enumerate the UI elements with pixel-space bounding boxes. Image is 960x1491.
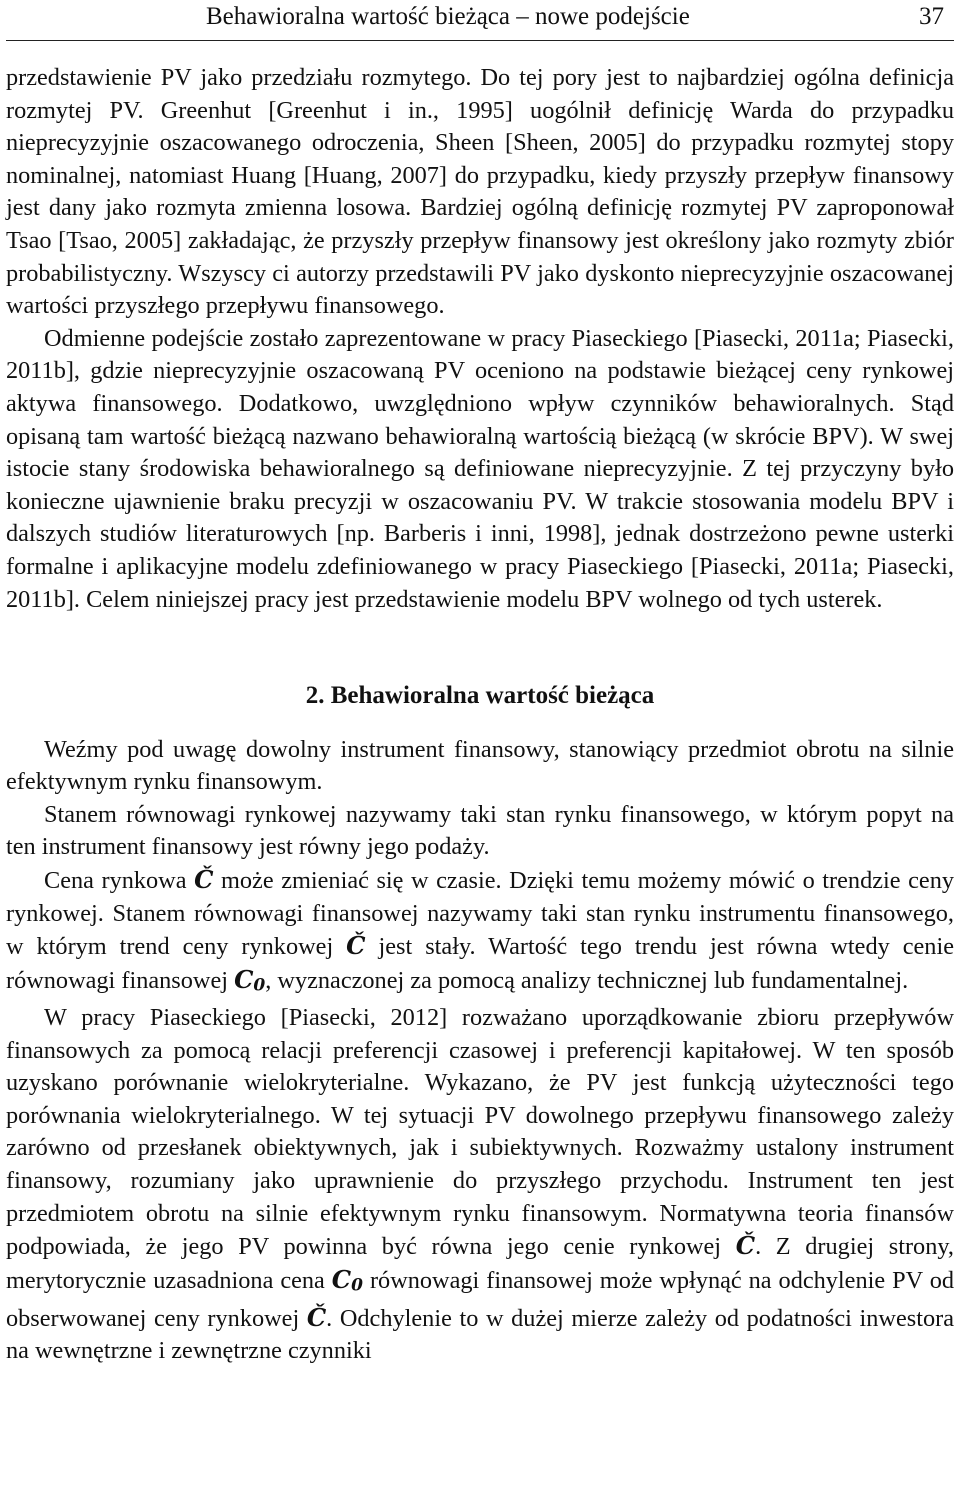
text-fragment: , wyznaczonej za pomocą analizy technicznej lub fundamentalnej. [265, 966, 909, 994]
text-fragment: . Z drugiej strony, merytorycznie uzasadniona cena [6, 1233, 954, 1294]
text-fragment: jest stały. Wartość tego trendu jest równa wtedy cenie równowagi finansowej [6, 933, 954, 994]
section-heading: 2. Behawioralna wartość bieżąca [305, 682, 655, 710]
paragraph-instrument: Weźmy pod uwagę dowolny instrument finansowy, stanowiący przedmiot obrotu na silnie efektywnym rynku finansowym. [6, 735, 954, 796]
symbol-c: C [234, 964, 254, 994]
symbol-c-zero [332, 1265, 363, 1294]
symbol-c-check: Č [346, 931, 366, 961]
paragraph-stan-rownowagi: Stanem równowagi rynkowej nazywamy taki stan rynku finansowego, w którym popyt na ten instrument finansowy jest równy jego podaży. [6, 800, 954, 861]
paragraph-piasecki-2012 [6, 1002, 954, 1368]
symbol-c-check: Č [194, 865, 214, 895]
symbol-c-check: Č [735, 1231, 756, 1261]
paragraph-continued: przedstawienie PV jako przedziału rozmytego. Do tej pory jest to najbardziej ogólna definicja rozmytej PV. Greenhut [Greenhut i in., 1995] uogólnił definicję Warda do przypadku nieprecyzyjnie oszacowanego odroczenia, Sheen [Sheen, 2005] do przypadku rozmytej stopy nominalnej, natomiast Huang [Huang, 2007] do przypadku, kiedy przyszły przepływ finansowy jest dany jako rozmyta zmienna losowa. Bardziej ogólną definicję rozmytej PV zaproponował Tsao [Tsao, 2005] zakładając, że przyszły przepływ finansowy jest określony jako rozmyty zbiór probabilistyczny. Wszyscy ci autorzy przedstawili PV jako dyskonto nieprecyzyjnie oszacowanej wartości przyszłego przepływu finansowego. [6, 64, 954, 320]
symbol-c-zero [234, 965, 265, 994]
symbol-subscript-zero: 0 [253, 975, 266, 996]
text-fragment: równowagi finansowej może wpłynąć na odchylenie PV od obserwowanej ceny rynkowej [6, 1266, 954, 1332]
paragraph-odmienne: Odmienne podejście zostało zaprezentowane w pracy Piaseckiego [Piasecki, 2011a; Piasecki, 2011b], gdzie nieprecyzyjnie oszacowaną PV oceniono na podstawie bieżącej ceny rynkowej aktywa finansowego. Dodatkowo, uwzględniono wpływ czynników behawioralnych. Stąd opisaną tam wartość bieżącą nazwano behawioralną wartością bieżącą (w skrócie BPV). W swej istocie stany środowiska behawioralnego są definiowane nieprecyzyjnie. Z tej przyczyny było konieczne ujawnienie braku precyzji w oszacowaniu PV. W trakcie stosowania modelu BPV i dalszych studiów literaturowych [np. Barberis i inni, 1998], jednak dostrzeżono pewne usterki formalne i aplikacyjne modelu zdefiniowanego w pracy Piaseckiego [Piasecki, 2011a; Piasecki, 2011b]. Celem niniejszej pracy jest przedstawienie modelu BPV wolnego od tych usterek. [6, 324, 954, 613]
running-header [6, 0, 954, 41]
page-body [6, 62, 954, 1368]
text-fragment: W pracy Piaseckiego [Piasecki, 2012] rozważano uporządkowanie zbioru przepływów finansowych za pomocą relacji preferencji czasowej i preferencji kapitałowej. W ten sposób uzyskano porównanie wielokryterialne. Wykazano, że PV jest funkcją użyteczności tego porównania wielokryterialnego. W tej sytuacji PV dowolnego przepływu finansowego zależy zarówno od przesłanek obiektywnych, jak i subiektywnych. Rozważmy ustalony instrument finansowy, rozumiany jako uprawnienie do przyszłego przychodu. Instrument ten jest przedmiotem obrotu na silnie efektywnym rynku finansowym. Normatywna teoria finansów podpowiada, że jego PV powinna być równa jego cenie rynkowej [6, 1003, 954, 1261]
symbol-c-check: Č [306, 1302, 327, 1332]
text-fragment: . Odchylenie to w dużej mierze zależy od podatności inwestora na wewnętrzne i zewnętrzne czynniki [6, 1304, 954, 1365]
text-fragment: może zmieniać się w czasie. Dzięki temu możemy mówić o trendzie ceny rynkowej. Stanem równowagi finansowej nazywamy taki stan rynku instrumentu finansowego, w którym trend ceny rynkowej [6, 867, 954, 961]
paragraph-cena-rynkowa [6, 864, 954, 1002]
symbol-subscript-zero: 0 [351, 1275, 363, 1296]
page-number: 37 [919, 3, 944, 30]
text-fragment: Cena rynkowa [44, 867, 195, 895]
running-header-title: Behawioralna wartość bieżąca – nowe podejście [206, 3, 690, 30]
symbol-c: C [331, 1264, 352, 1294]
